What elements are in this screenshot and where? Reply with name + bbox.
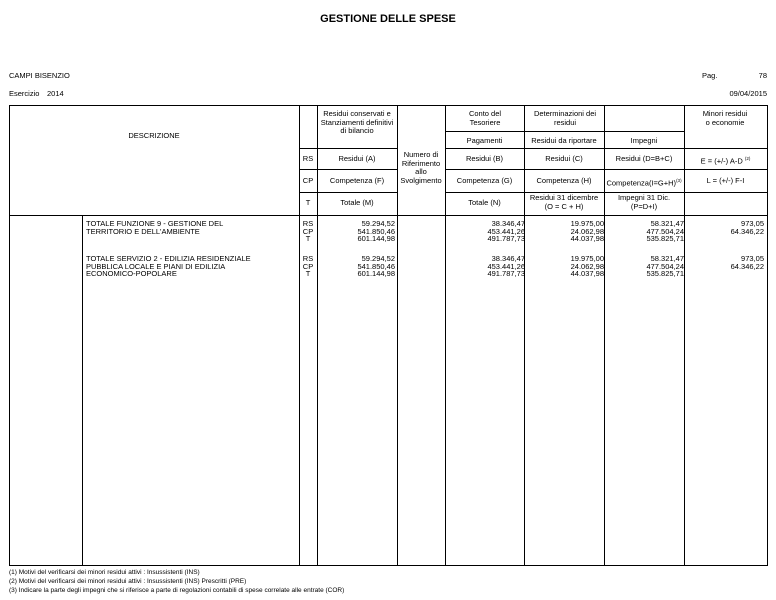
col-l-formula: L = (+/-) F-I — [706, 176, 745, 185]
col-residui-conservati: Residui conservati e Stanziamenti definitivi di bilancio — [320, 109, 394, 135]
col-competenza-g: Competenza (G) — [456, 176, 513, 185]
table-cell: 44.037,98 — [570, 234, 604, 243]
row-col-codes — [299, 220, 317, 243]
table-cell: 19.975,00 — [570, 219, 604, 228]
esercizio-year: 2014 — [47, 89, 64, 98]
col-conto-tesoriere: Conto del Tesoriere — [468, 109, 502, 127]
divider — [524, 105, 525, 565]
divider — [445, 148, 767, 149]
table-cell: 59.294,52 — [361, 219, 395, 228]
col-totale-n: Totale (N) — [468, 198, 501, 207]
row-col-stanziamenti — [317, 220, 395, 243]
col-competenza-f: Competenza (F) — [329, 176, 385, 185]
table-cell: 973,05 — [741, 254, 764, 263]
row-description-line: PUBBLICA LOCALE E PIANI DI EDILIZIA — [86, 261, 226, 271]
table-cell: 19.975,00 — [570, 254, 604, 263]
col-impegni-31-formula: (P=D+I) — [630, 202, 658, 211]
col-residui-31-dic: Residui 31 dicembre — [529, 193, 599, 202]
col-cp: CP — [302, 176, 314, 185]
col-residui-31-formula: (O = C + H) — [544, 202, 584, 211]
col-determinazioni: Determinazioni dei residui — [533, 109, 597, 127]
row-description-line: TOTALE FUNZIONE 9 - GESTIONE DEL — [86, 219, 224, 228]
table-cell — [684, 270, 764, 278]
divider — [299, 192, 397, 193]
divider — [82, 215, 83, 565]
page-label: Pag. — [702, 71, 718, 80]
table-cell: 24.062,98 — [570, 261, 604, 271]
table-cell: 541.850,46 — [357, 261, 395, 271]
col-residui-d: Residui (D=B+C) — [615, 154, 673, 163]
table-cell: 59.294,52 — [361, 254, 395, 263]
row-col-impegni — [604, 255, 684, 278]
divider — [299, 169, 397, 170]
divider — [445, 192, 767, 193]
row-col-residui-riportare — [524, 255, 604, 278]
col-minori-residui: Minori residui o economie — [702, 109, 748, 127]
table-cell — [684, 235, 764, 243]
row-col-codes — [299, 255, 317, 278]
col-descrizione: DESCRIZIONE — [128, 131, 180, 140]
table-cell: 973,05 — [741, 219, 764, 228]
footnote: (3) Indicare la parte degli impegni che si riferisce a parte di regolazioni contabili di spese correlate alle entrate (COR) — [9, 587, 345, 594]
col-totale-m: Totale (M) — [340, 198, 374, 207]
col-t: T — [305, 198, 311, 207]
row-col-pagamenti — [445, 255, 525, 278]
col-impegni: Impegni — [630, 136, 658, 145]
table-cell: 535.825,71 — [646, 234, 684, 243]
table-cell: 491.787,73 — [487, 269, 525, 278]
row-description — [86, 220, 296, 235]
col-numero-riferimento: Numero di Riferimento allo Svolgimento — [400, 150, 442, 185]
divider — [445, 169, 767, 170]
col-pagamenti: Pagamenti — [466, 136, 503, 145]
table-cell: 58.321,47 — [650, 219, 684, 228]
col-residui-riportare: Residui da riportare — [531, 136, 597, 145]
col-rs: RS — [302, 154, 314, 163]
competenza-i-note: (3) — [676, 178, 682, 183]
footnote: (1) Motivi del verificarsi dei minori residui attivi : Insussistenti (INS) — [9, 569, 200, 576]
table-frame — [9, 105, 768, 566]
divider — [445, 105, 446, 565]
e-formula-note: (2) — [744, 156, 751, 161]
divider — [397, 105, 398, 565]
table-cell: 38.346,47 — [491, 219, 525, 228]
e-formula-text: E = (+/-) A-D — [700, 156, 743, 166]
col-competenza-h: Competenza (H) — [536, 176, 592, 185]
row-col-minori — [684, 220, 764, 243]
col-competenza-i — [604, 177, 684, 188]
table-cell: CP — [302, 226, 314, 236]
table-cell: 477.504,24 — [646, 261, 684, 271]
table-cell: 44.037,98 — [570, 269, 604, 278]
table-cell: 477.504,24 — [646, 226, 684, 236]
table-cell: CP — [302, 261, 314, 271]
divider — [684, 105, 685, 565]
table-cell: T — [305, 269, 311, 278]
ente-name: CAMPI BISENZIO — [9, 71, 70, 80]
table-cell: 601.144,98 — [357, 234, 395, 243]
col-e-formula — [684, 155, 767, 166]
col-impegni-31-dic: Impegni 31 Dic. — [617, 193, 671, 202]
table-cell: 453.441,26 — [487, 226, 525, 236]
esercizio-label: Esercizio — [9, 89, 40, 98]
table-cell: 38.346,47 — [491, 254, 525, 263]
divider — [317, 105, 318, 565]
divider — [9, 215, 767, 216]
page-number: 78 — [758, 71, 767, 80]
row-col-impegni — [604, 220, 684, 243]
col-residui-b: Residui (B) — [465, 154, 504, 163]
divider — [604, 105, 605, 565]
table-cell: 541.850,46 — [357, 226, 395, 236]
footnote: (2) Motivi del verificarsi dei minori residui attivi : Insussistenti (INS) Prescritti (PRE) — [9, 578, 247, 585]
table-cell: 24.062,98 — [570, 226, 604, 236]
divider — [299, 148, 397, 149]
table-cell: 64.346,22 — [730, 261, 764, 271]
competenza-i-text: Competenza(I=G+H) — [606, 178, 677, 188]
table-cell: T — [305, 234, 311, 243]
row-description-line: TERRITORIO E DELL'AMBIENTE — [86, 226, 200, 236]
row-description-line: TOTALE SERVIZIO 2 - EDILIZIA RESIDENZIALE — [86, 254, 251, 263]
row-description — [86, 255, 296, 278]
table-cell: 64.346,22 — [730, 226, 764, 236]
col-residui-a: Residui (A) — [338, 154, 376, 163]
row-description-line: ECONOMICO-POPOLARE — [86, 269, 177, 278]
table-cell: RS — [302, 254, 314, 263]
row-col-stanziamenti — [317, 255, 395, 278]
table-cell: RS — [302, 219, 314, 228]
page-title: GESTIONE DELLE SPESE — [320, 13, 456, 25]
table-cell: 535.825,71 — [646, 269, 684, 278]
divider — [445, 131, 684, 132]
row-col-residui-riportare — [524, 220, 604, 243]
table-cell: 453.441,26 — [487, 261, 525, 271]
divider — [299, 105, 300, 565]
table-cell: 58.321,47 — [650, 254, 684, 263]
report-date: 09/04/2015 — [729, 89, 767, 98]
col-residui-c: Residui (C) — [545, 154, 583, 163]
table-cell: 601.144,98 — [357, 269, 395, 278]
row-col-pagamenti — [445, 220, 525, 243]
table-cell: 491.787,73 — [487, 234, 525, 243]
row-col-minori — [684, 255, 764, 278]
